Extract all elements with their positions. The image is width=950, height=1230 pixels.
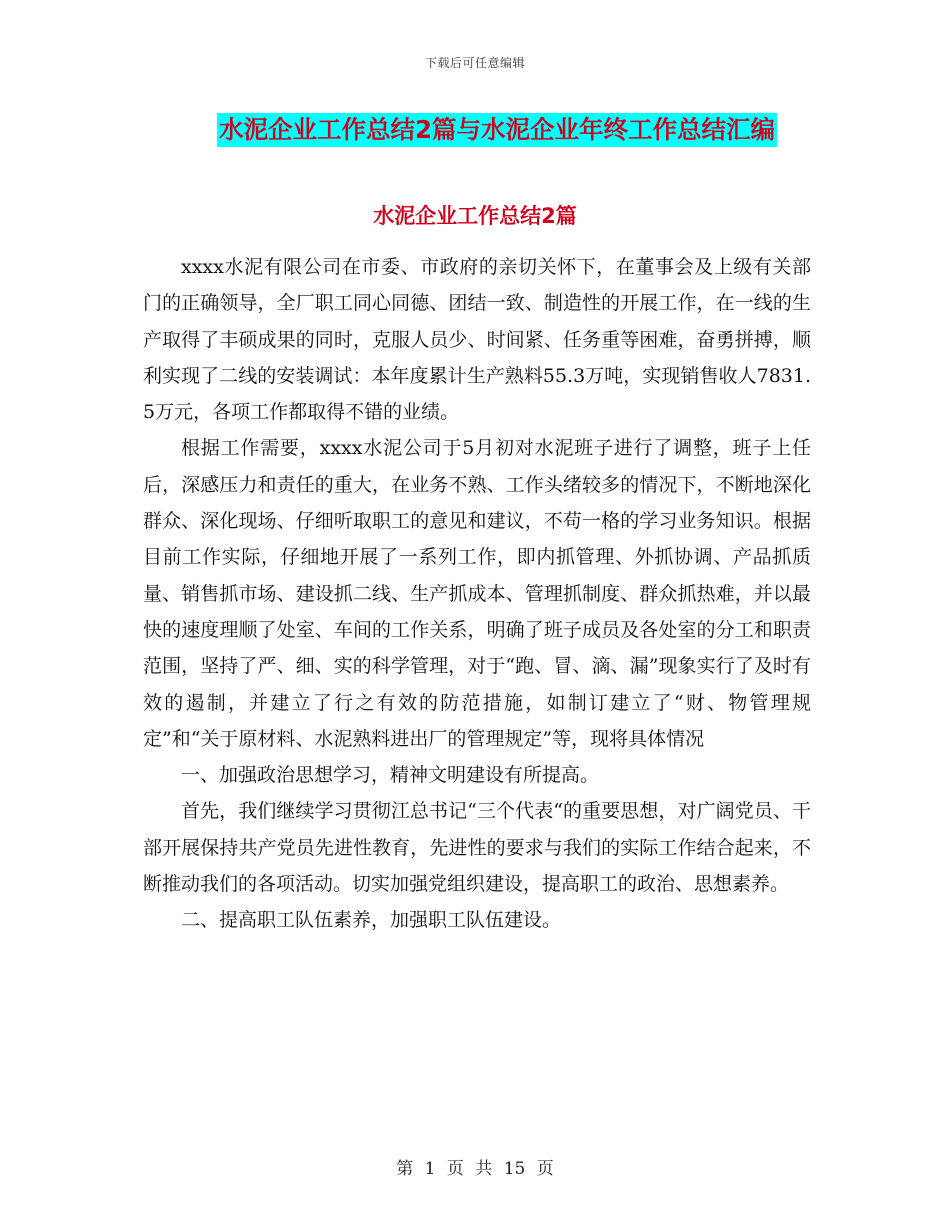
section-heading-2: 二、提高职工队伍素养，加强职工队伍建设。 [181,909,562,932]
section-heading-1: 一、加强政治思想学习，精神文明建设有所提高。 [181,764,600,787]
paragraph-political-study: 首先，我们继续学习贯彻江总书记“三个代表“的重要思想，对广阔党员、干部开展保持共产党员先进性教育，先进性的要求与我们的实际工作结合起来，不断推动我们的各项活动。切实加强党组织建设，提高职工的政治、思想素养。 [143,800,811,896]
main-title: 水泥企业工作总结2篇与水泥企业年终工作总结汇编 [217,113,777,147]
paragraph-intro: xxxx水泥有限公司在市委、市政府的亲切关怀下，在董事会及上级有关部门的正确领导，全厂职工同心同德、团结一致、制造性的开展工作，在一线的生产取得了丰硕成果的同时，克服人员少、时间紧、任务重等困难，奋勇拼搏，顺利实现了二线的安装调试：本年度累计生产熟料55.3万吨，实现销售收人7831.5万元，各项工作都取得不错的业绩。 [143,256,811,424]
main-title-container [0,113,950,147]
page-footer: 第 1 页 共 15 页 [396,1159,554,1179]
header-note: 下载后可任意编辑 [424,56,525,70]
section-title: 水泥企业工作总结2篇 [373,204,577,228]
document-body [143,249,811,939]
paragraph-work-adjustment: 根据工作需要，xxxx水泥公司于5月初对水泥班子进行了调整，班子上任后，深感压力和责任的重大，在业务不熟、工作头绪较多的情况下，不断地深化群众、深化现场、仔细听取职工的意见和建议，不苟一格的学习业务知识。根据目前工作实际，仔细地开展了一系列工作，即内抓管理、外抓协调、产品抓质量、销售抓市场、建设抓二线、生产抓成本、管理抓制度、群众抓热难，并以最快的速度理顺了处室、车间的工作关系，明确了班子成员及各处室的分工和职责范围，坚持了严、细、实的科学管理，对于“跑、冒、滴、漏”现象实行了及时有效的遏制，并建立了行之有效的防范措施，如制订建立了“财、物管理规定”和“关于原材料、水泥熟料进出厂的管理规定”等，现将具体情况 [143,437,811,750]
